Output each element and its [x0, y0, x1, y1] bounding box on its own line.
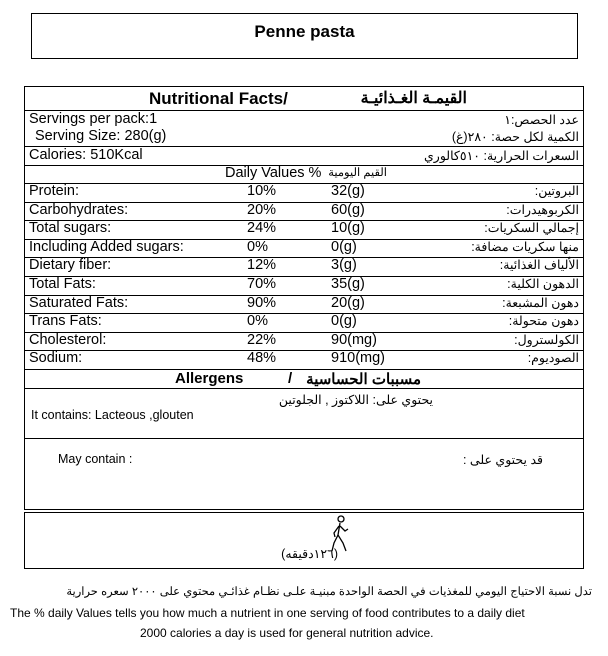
servings-row [25, 110, 583, 147]
nutrient-amount: 910(mg) [331, 350, 385, 367]
nutrient-name-ar: دهون المشبعة: [502, 295, 579, 310]
contains-row [25, 388, 583, 439]
contains-ar: يحتوي على: اللاكتوز , الجلوتين [278, 393, 433, 407]
nutrient-amount: 90(mg) [331, 331, 377, 348]
nutrient-percent: 10% [247, 183, 277, 199]
nutrient-name-ar: منها سكريات مضافة: [471, 239, 579, 254]
nutrient-name-ar: الكربوهيدرات: [506, 202, 579, 217]
nutrient-name-ar: الدهون الكلية: [507, 277, 579, 291]
activity-box [24, 512, 584, 569]
nutrient-name-en: Cholesterol: [29, 331, 107, 348]
nutrient-name-ar: البروتين: [534, 184, 579, 198]
nutrient-name-ar: دهون متحولة: [508, 314, 579, 329]
nutrient-amount: 60(g) [331, 201, 365, 218]
footer-en-line2: 2000 calories a day is used for general nutrition advice. [140, 626, 434, 640]
nutrient-row [25, 202, 583, 222]
contains-en: It contains: Lacteous ,glouten [31, 408, 194, 422]
nutrient-name-ar: إجمالي السكريات: [484, 221, 579, 236]
nutrient-name-en: Carbohydrates: [29, 201, 129, 218]
servings-per-pack-ar: عدد الحصص:١ [504, 113, 579, 127]
nutrient-row [25, 295, 583, 315]
nutrient-name-en: Total Fats: [29, 276, 96, 292]
nutrient-amount: 20(g) [331, 294, 365, 311]
nutrient-row [25, 350, 583, 370]
nutrient-row [25, 220, 583, 240]
nutrient-amount: 3(g) [331, 257, 357, 274]
nutrient-name-en: Protein: [29, 183, 79, 199]
product-name: Penne pasta [254, 22, 355, 41]
nutrient-name-ar: الصوديوم: [527, 351, 579, 366]
facts-title-ar: القيمـة الغـذائيـة [360, 90, 467, 107]
nutrient-name-en: Saturated Fats: [29, 294, 129, 311]
nutrient-row [25, 257, 583, 277]
servings-per-pack-en: Servings per pack:1 [29, 111, 158, 127]
nutrient-amount: 10(g) [331, 220, 365, 237]
allergens-title-ar: مسببات الحساسية [306, 371, 421, 388]
nutrient-name-en: Dietary fiber: [29, 257, 112, 274]
nutrient-row [25, 313, 583, 333]
nutrient-amount: 0(g) [331, 238, 357, 255]
nutrient-name-ar: الكولسترول: [514, 332, 579, 347]
nutrient-row [25, 183, 583, 203]
may-contain-en: May contain : [58, 452, 133, 466]
nutrient-percent: 90% [247, 294, 277, 311]
walking-time: (١٢٦دقيقه) [281, 547, 338, 561]
nutrient-amount: 0(g) [331, 313, 357, 330]
nutrient-amount: 32(g) [331, 183, 365, 199]
footer-en-line1: The % daily Values tells you how much a nutrient in one serving of food contributes to a daily diet [10, 606, 525, 620]
daily-values-ar: القيم اليومية [328, 167, 387, 179]
calories-ar: السعرات الحرارية: ٥١٠كالوري [424, 149, 579, 163]
nutrient-row [25, 239, 583, 259]
facts-title-en: Nutritional Facts/ [149, 89, 288, 108]
facts-header-row [25, 87, 583, 111]
nutrient-percent: 0% [247, 238, 268, 255]
nutrient-percent: 48% [247, 350, 277, 367]
daily-values-row [25, 165, 583, 184]
nutrient-name-en: Sodium: [29, 350, 83, 367]
may-contain-ar: قد يحتوي على : [462, 453, 543, 467]
product-title-box [31, 13, 578, 59]
walking-person-icon [328, 515, 352, 558]
serving-size-ar: الكمية لكل حصة: ٢٨٠(غ) [451, 130, 579, 144]
allergens-header-row [25, 369, 583, 389]
footer-ar: تدل نسبة الاحتياج اليومي للمغذيات في الحصة الواحدة مبنيـة علـى نظـام غذائـي محتوي على ٢٠٠٠ سعره حرارية [66, 586, 592, 598]
nutrient-percent: 12% [247, 257, 277, 274]
calories-en: Calories: 510Kcal [29, 147, 143, 163]
serving-size-en: Serving Size: 280(g) [35, 128, 167, 144]
nutrient-percent: 20% [247, 201, 277, 218]
nutrient-row [25, 276, 583, 296]
nutrient-name-en: Total sugars: [29, 220, 112, 237]
nutrient-percent: 70% [247, 276, 277, 292]
nutrient-percent: 22% [247, 331, 277, 348]
allergens-title-en: Allergens [175, 370, 244, 387]
nutrient-name-en: Trans Fats: [29, 313, 102, 330]
calories-row [25, 146, 583, 166]
daily-values-en: Daily Values % [225, 165, 322, 181]
nutrition-facts-table [24, 86, 584, 510]
nutrient-name-ar: الألياف الغذائية: [499, 258, 579, 273]
nutrient-percent: 24% [247, 220, 277, 237]
nutrient-name-en: Including Added sugars: [29, 238, 184, 255]
nutrient-percent: 0% [247, 313, 268, 330]
allergens-slash: / [288, 370, 293, 387]
may-contain-row [25, 438, 583, 513]
nutrient-amount: 35(g) [331, 276, 365, 292]
nutrient-row [25, 332, 583, 352]
